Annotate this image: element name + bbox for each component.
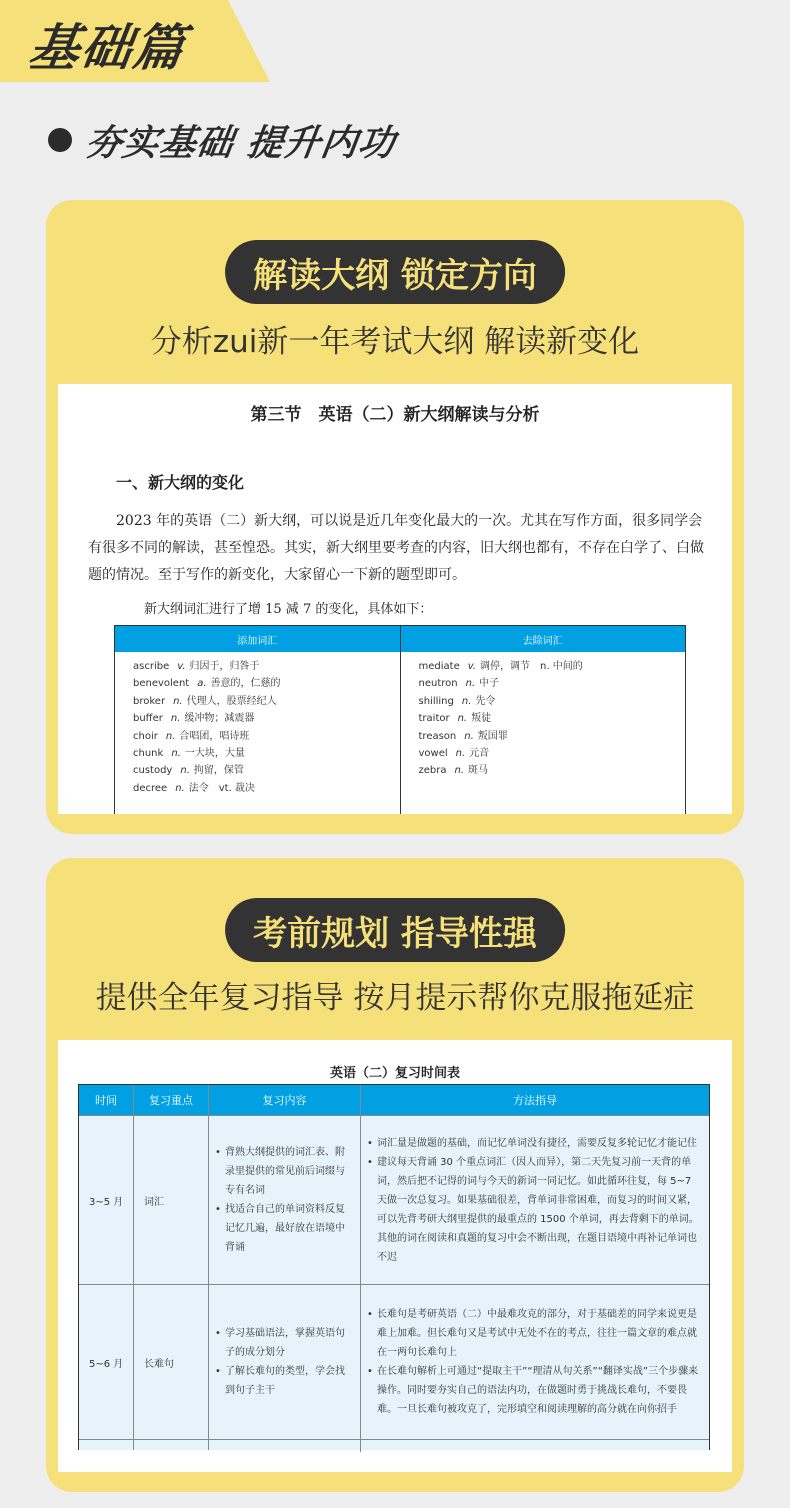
vocab-word: treason [418, 730, 457, 742]
vocab-meaning: 元音 [469, 747, 490, 759]
schedule-header-focus: 复习重点 [134, 1085, 209, 1115]
schedule-cell-empty [79, 1440, 134, 1450]
syllabus-caption: 分析zui新一年考试大纲 解读新变化 [150, 324, 640, 360]
vocab-word: choir [133, 730, 158, 742]
vocab-pos: n. [455, 747, 466, 759]
schedule-focus: 词汇 [134, 1116, 209, 1284]
vocab-meaning: 归因于，归咎于 [189, 661, 260, 672]
vocab-pos: n. [170, 713, 181, 725]
vocab-pos: a. [197, 678, 207, 690]
bullet-dot-icon [48, 128, 72, 152]
section-tag-label: 基础篇 [25, 19, 190, 77]
schedule-time: 5~6 月 [79, 1285, 134, 1439]
vocab-header-added: 添加词汇 [115, 626, 401, 652]
vocab-item [419, 658, 686, 675]
vocab-word: vowel [418, 747, 448, 759]
schedule-method-item: • 建议每天背诵 30 个重点词汇（因人而异），第二天先复习前一天背的单词，然后把不记得的词与今天的新词一同记忆。如此循环往复，每 5~7 天做一次总复习。如果基础很差，背单词非常困难，而复习的时间又紧，可以先背考研大纲里提供的最重点的 1500 个单词，再去背剩下的单词。其他的词在阅读和真题的复习中会不断出现，在题目语境中再补记单词也不迟 [367, 1153, 703, 1267]
syllabus-card [46, 200, 744, 834]
vocab-pos: v. [177, 661, 186, 672]
vocab-pos: n. [465, 678, 476, 690]
vocab-item [419, 710, 686, 727]
plan-card [46, 858, 744, 1492]
vocab-intro: 新大纲词汇进行了增 15 减 7 的变化，具体如下： [144, 602, 433, 617]
vocab-header-removed: 去除词汇 [522, 635, 563, 647]
schedule-cell-empty [134, 1440, 209, 1450]
schedule-cell-empty [209, 1440, 361, 1452]
vocab-word: ascribe [133, 661, 170, 672]
syllabus-paper-sample [58, 384, 732, 814]
paper-paragraph-text: 2023 年的英语（二）新大纲，可以说是近几年变化最大的一次。尤其在写作方面，很多同学会有很多不同的解读，甚至惶恐。其实，新大纲里要考查的内容，旧大纲也都有，不存在白学了、白做题的情况。至于写作的新变化，大家留心一下新的题型即可。 [88, 513, 704, 583]
vocab-item [419, 693, 686, 710]
schedule-content [209, 1285, 361, 1439]
vocab-meaning: 合唱团，唱诗班 [179, 730, 250, 742]
vocab-item [133, 762, 400, 779]
schedule-row [79, 1284, 709, 1439]
schedule-content [209, 1116, 361, 1284]
vocab-table-body [115, 652, 685, 814]
vocab-meaning: 叛徒 [471, 713, 492, 725]
schedule-method-item: • 词汇量是做题的基础，而记忆单词没有捷径，需要反复多轮记忆才能记住 [367, 1134, 703, 1153]
schedule-row-partial [79, 1439, 709, 1450]
paper-section-title: 第三节 英语（二）新大纲解读与分析 [250, 405, 540, 425]
schedule-row [79, 1115, 709, 1284]
vocab-item [419, 762, 686, 779]
vocab-meaning: 斑马 [468, 765, 489, 777]
plan-caption: 提供全年复习指导 按月提示帮你克服拖延症 [95, 980, 695, 1016]
vocab-meaning: 代理人，股票经纪人 [186, 695, 277, 707]
vocab-meaning: 先令 [475, 695, 496, 707]
schedule-content-item: • 学习基础语法，掌握英语句子的成分划分 [215, 1324, 354, 1362]
paper-paragraph [88, 508, 708, 589]
vocab-item [133, 658, 400, 675]
vocab-meaning: 叛国罪 [477, 730, 508, 742]
vocab-word: zebra [418, 765, 447, 777]
vocab-word: shilling [418, 695, 454, 707]
plan-pill: 考前规划 指导性强 [225, 898, 565, 962]
vocab-item [133, 693, 400, 710]
subtitle-row [48, 112, 399, 168]
vocab-pos: n. [165, 730, 176, 742]
vocab-word: broker [133, 695, 166, 707]
vocab-meaning: 中子 [479, 678, 500, 690]
vocab-word: neutron [418, 678, 458, 690]
paper-heading: 一、新大纲的变化 [116, 473, 245, 492]
vocab-pos: n. [171, 747, 181, 759]
vocab-word: custody [133, 765, 173, 777]
schedule-method-item: • 长难句是考研英语（二）中最难攻克的部分，对于基础差的同学来说更是难上加难。但长难句又是考试中无处不在的考点，往往一篇文章的难点就在一两句长难句上 [367, 1305, 703, 1362]
plan-paper-sample [58, 1040, 732, 1472]
schedule-body [79, 1115, 709, 1450]
schedule-title: 英语（二）复习时间表 [329, 1066, 460, 1081]
vocab-meaning: 拘留，保管 [193, 765, 244, 777]
vocab-item [133, 780, 400, 797]
vocab-pos: v. [467, 661, 477, 672]
vocab-meaning: 善意的，仁慈的 [210, 678, 281, 690]
vocab-item [419, 728, 686, 745]
schedule-method-item: • 在长难句解析上可通过“提取主干”“理清从句关系”“翻译实战”三个步骤来操作。同时要夯实自己的语法内功，在做题时勇于挑战长难句，不要畏难。一旦长难句被攻克了，完形填空和阅读理解的高分就在向你招手 [367, 1362, 703, 1419]
schedule-focus: 长难句 [134, 1285, 209, 1439]
vocab-word: decree [133, 782, 168, 794]
vocab-pos: n. [454, 765, 465, 777]
vocab-meaning: 一大块，大量 [184, 747, 245, 759]
vocab-table [114, 625, 686, 814]
vocab-added-column [115, 652, 401, 814]
schedule-content-item: • 背熟大纲提供的词汇表、附录里提供的常见前后词缀与专有名词 [215, 1143, 354, 1200]
vocab-pos: n. [180, 765, 190, 777]
vocab-item [133, 745, 400, 762]
schedule-header-row [79, 1085, 709, 1115]
vocab-item [419, 675, 686, 692]
vocab-word: chunk [133, 747, 164, 759]
vocab-meaning: 缓冲物；减震器 [184, 713, 255, 725]
schedule-cell-empty [361, 1440, 709, 1452]
vocab-word: buffer [133, 713, 163, 725]
vocab-item [419, 745, 686, 762]
vocab-meaning: 调停，调节 n. 中间的 [480, 661, 583, 672]
schedule-header-method: 方法指导 [513, 1094, 557, 1107]
subtitle: 夯实基础 提升内功 [82, 122, 399, 164]
schedule-method [361, 1285, 709, 1439]
vocab-item [133, 728, 400, 745]
schedule-header-content: 复习内容 [209, 1085, 361, 1115]
vocab-pos: n. [175, 782, 185, 794]
vocab-pos: n. [464, 730, 474, 742]
schedule-header-time: 时间 [79, 1085, 134, 1115]
vocab-pos: n. [173, 695, 183, 707]
schedule-time: 3~5 月 [79, 1116, 134, 1284]
schedule-content-item: • 了解长难句的类型，学会找到句子主干 [215, 1362, 354, 1400]
vocab-word: benevolent [133, 678, 190, 690]
vocab-item [133, 710, 400, 727]
vocab-meaning: 法令 vt. 裁决 [188, 782, 255, 794]
schedule-method [361, 1116, 709, 1284]
vocab-table-header [115, 626, 685, 652]
syllabus-pill: 解读大纲 锁定方向 [225, 240, 565, 304]
vocab-pos: n. [457, 713, 468, 725]
vocab-word: traitor [418, 713, 450, 725]
vocab-word: mediate [418, 661, 460, 672]
schedule-content-item: • 找适合自己的单词资料反复记忆几遍，最好放在语境中背诵 [215, 1200, 354, 1257]
vocab-pos: n. [461, 695, 472, 707]
vocab-item [133, 675, 400, 692]
schedule-table [78, 1084, 710, 1450]
vocab-removed-column [401, 652, 686, 814]
